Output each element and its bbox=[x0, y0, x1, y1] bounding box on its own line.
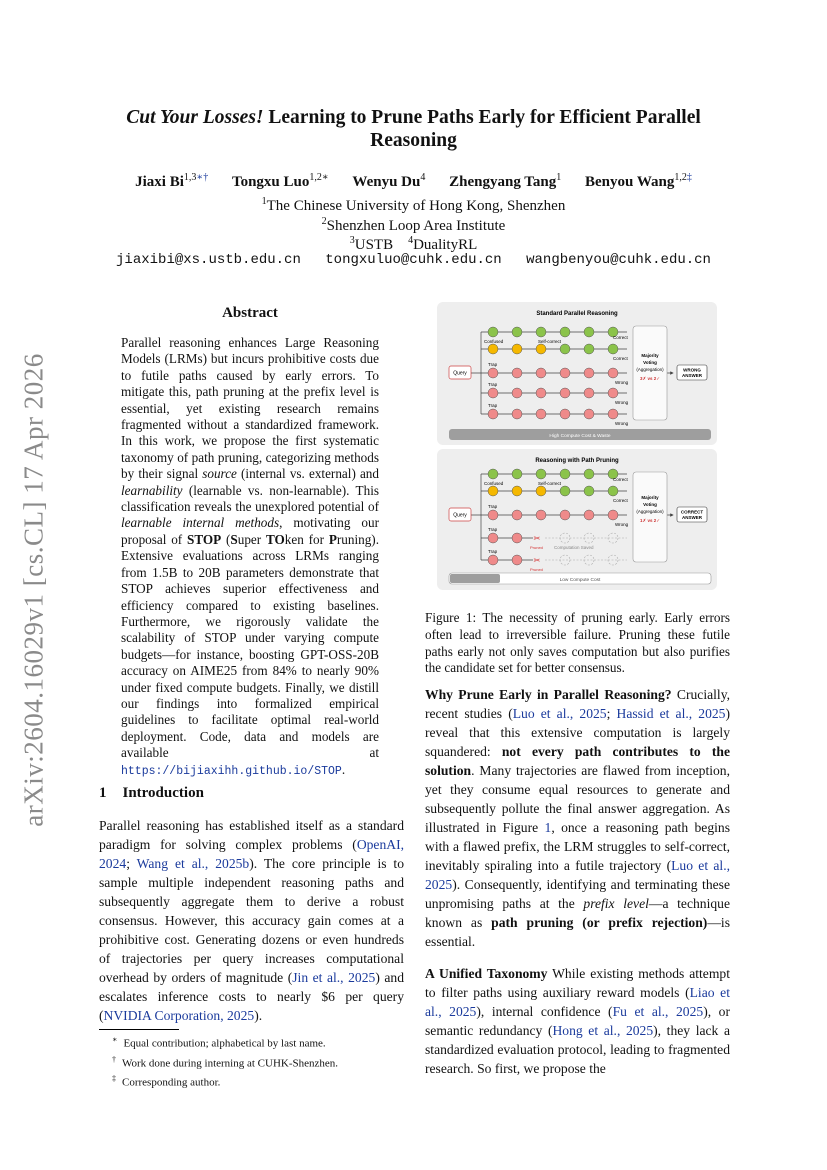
author: Benyou Wang$^{1,2\ddagger}$ bbox=[585, 172, 692, 190]
svg-text:Trap: Trap bbox=[488, 504, 498, 509]
section-heading: 1 Introduction bbox=[99, 785, 204, 801]
svg-text:Trap: Trap bbox=[488, 403, 498, 408]
query-label: Query bbox=[453, 370, 467, 377]
email[interactable]: tongxuluo@cuhk.edu.cn bbox=[325, 252, 502, 268]
svg-text:Confused: Confused bbox=[484, 481, 504, 486]
citation[interactable]: Wang et al., 2025b bbox=[136, 856, 250, 871]
author: Wenyu Du$^4$ bbox=[352, 172, 426, 190]
svg-text:Self-correct: Self-correct bbox=[538, 339, 562, 344]
author: Zhengyang Tang$^1$ bbox=[449, 172, 562, 190]
bottom-panel-title: Reasoning with Path Pruning bbox=[535, 458, 619, 464]
svg-text:Wrong: Wrong bbox=[615, 400, 629, 405]
svg-text:(Aggregation): (Aggregation) bbox=[636, 367, 664, 372]
svg-text:Trap: Trap bbox=[488, 527, 498, 532]
citation[interactable]: OpenAI, 2024 bbox=[99, 837, 404, 871]
paper-title bbox=[100, 106, 727, 152]
svg-text:Correct: Correct bbox=[613, 477, 628, 482]
project-link[interactable]: https://bijiaxihh.github.io/STOP bbox=[121, 764, 342, 778]
abstract-heading: Abstract bbox=[222, 305, 278, 321]
citation[interactable]: Fu et al., 2025 bbox=[612, 1004, 704, 1019]
title-italic: Cut Your Losses! bbox=[126, 107, 264, 128]
footnote-rule bbox=[99, 1029, 179, 1030]
author: Tongxu Luo$^{1,2∗}$ bbox=[231, 172, 329, 190]
footnote: † Work done during interning at CUHK-Shenzhen. bbox=[112, 1054, 339, 1070]
citation[interactable]: Luo et al., 2025 bbox=[512, 706, 607, 721]
citation[interactable]: Jin et al., 2025 bbox=[292, 970, 376, 985]
citation[interactable]: Liao et al., 2025 bbox=[425, 985, 730, 1019]
figure-1 bbox=[437, 302, 717, 590]
footnote: ‡ Corresponding author. bbox=[112, 1074, 221, 1089]
arxiv-id: arXiv:2604.16029v1 [cs.CL] 17 Apr 2026 bbox=[18, 353, 49, 827]
svg-text:Wrong: Wrong bbox=[615, 380, 629, 385]
svg-text:Confused: Confused bbox=[484, 339, 504, 344]
svg-text:Pruned: Pruned bbox=[530, 545, 543, 550]
author: Jiaxi $Bi^{1,3∗\dagger}$ bbox=[135, 172, 209, 190]
svg-text:Correct: Correct bbox=[613, 498, 628, 503]
email-list bbox=[100, 252, 727, 268]
svg-text:Pruned: Pruned bbox=[530, 567, 543, 572]
svg-text:Correct: Correct bbox=[613, 335, 628, 340]
svg-text:3✗ vs 2✓: 3✗ vs 2✓ bbox=[639, 376, 661, 381]
svg-text:Trap: Trap bbox=[488, 382, 498, 387]
svg-text:Majority: Majority bbox=[641, 495, 659, 500]
affiliation-1: $^1$The Chinese University of Hong Kong, Shenzhen bbox=[261, 196, 566, 214]
figure-ref[interactable]: 1 bbox=[544, 820, 552, 835]
author-list bbox=[100, 172, 727, 191]
top-panel-title: Standard Parallel Reasoning bbox=[536, 311, 618, 317]
top-panel bbox=[437, 302, 717, 445]
low-cost-fill bbox=[450, 574, 500, 583]
intro-paragraph: Parallel reasoning has established itself as a standard paradigm for solving complex problems (OpenAI, 2024; Wang et al., 2025b). The core principle is to sample multiple independent reasoning paths and subsequently aggregate them to derive a robust consensus. However, this accuracy gain comes at a prohibitive cost. Generating dozens or even hundreds of trajectories per query increases computational overhead by orders of magnitude (Jin et al., 2025) and escalates inference costs to nearly $6 per query (NVIDIA Corporation, 2025). bbox=[99, 818, 405, 1023]
svg-text:Self-correct: Self-correct bbox=[538, 481, 562, 486]
svg-text:Correct: Correct bbox=[613, 356, 628, 361]
svg-text:Majority: Majority bbox=[641, 353, 659, 358]
svg-text:Voting: Voting bbox=[643, 502, 657, 507]
taxonomy-paragraph: A Unified Taxonomy While existing methods attempt to filter paths using auxiliary reward models (Liao et al., 2025), internal confidence (Fu et al., 2025), or semantic redundancy (Hong et al., 2025), they lack a standardized evaluation protocol, leading to fragmented research. So first, we propose the bbox=[425, 966, 730, 1076]
svg-text:Voting: Voting bbox=[643, 360, 657, 365]
citation[interactable]: Luo et al., 2025 bbox=[425, 858, 730, 892]
affiliation-2: $^2$Shenzhen Loop Area Institute bbox=[321, 216, 506, 234]
svg-text:Wrong: Wrong bbox=[615, 522, 629, 527]
affiliation-3-4: $^3$USTB $^4$DualityRL bbox=[349, 235, 478, 253]
svg-text:Wrong: Wrong bbox=[615, 421, 629, 426]
why-prune-paragraph: Why Prune Early in Parallel Reasoning? Crucially, recent studies (Luo et al., 2025; Hassid et al., 2025) reveal that this extensive computation is largely squandered: not every path contributes to the solution. Many trajectories are flawed from inception, yet they consume equal resources to generate and subsequently pollute the final answer aggregation. As illustrated in Figure 1, once a reasoning path begins with a flawed prefix, the LRM struggles to self-correct, inevitably spiraling into a futile trajectory (Luo et al., 2025). Consequently, identifying and terminating these unpromising paths at the prefix level—a technique known as path pruning (or prefix rejection)—is essential. bbox=[425, 687, 731, 949]
arxiv-stamp bbox=[12, 340, 56, 840]
email[interactable]: wangbenyou@cuhk.edu.cn bbox=[526, 252, 711, 268]
citation[interactable]: Hassid et al., 2025 bbox=[616, 706, 726, 721]
svg-text:Computation Saved: Computation Saved bbox=[554, 545, 594, 550]
title-part-2: Reasoning bbox=[370, 130, 457, 151]
svg-text:Query: Query bbox=[453, 512, 467, 519]
high-cost-label: High Compute Cost & Waste bbox=[549, 434, 611, 439]
footnote: ∗ Equal contribution; alphabetical by last name. bbox=[112, 1035, 326, 1050]
bottom-panel bbox=[437, 449, 717, 590]
svg-text:Trap: Trap bbox=[488, 549, 498, 554]
footnotes bbox=[112, 1032, 338, 1091]
title-part-1: Learning to Prune Paths Early for Efficient Parallel bbox=[263, 107, 701, 128]
svg-text:✂: ✂ bbox=[533, 534, 541, 543]
majority-box-top bbox=[633, 326, 667, 420]
majority-box-bottom bbox=[633, 472, 667, 562]
email[interactable]: jiaxibi@xs.ustb.edu.cn bbox=[116, 252, 301, 268]
citation[interactable]: NVIDIA Corporation, 2025 bbox=[103, 1008, 255, 1023]
svg-text:1✗ vs 2✓: 1✗ vs 2✓ bbox=[639, 518, 661, 523]
svg-text:ANSWER: ANSWER bbox=[682, 515, 702, 520]
abstract-body: Parallel reasoning enhances Large Reasoning Models (LRMs) but incurs prohibitive costs due to futile paths caused by early errors. To mitigate this, path pruning at the prefix level is essential, yet existing research remains fragmented without a standardized framework. In this work, we propose the first systematic taxonomy of path pruning, categorizing methods by their signal source (internal vs. external) and learnability (learnable vs. non-learnable). This classification reveals the unexplored potential of learnable internal methods, motivating our proposal of STOP (Super TOken for Pruning). Extensive evaluations across LRMs ranging from 1.5B to 20B parameters demonstrate that STOP achieves superior effectiveness and efficiency compared to existing baselines. Furthermore, we rigorously validate the scalability of STOP under varying compute budgets—for instance, boosting GPT-OSS-20B accuracy on AIME25 from 84% to nearly 90% under fixed compute budgets. Finally, we distill our findings into formalized empirical guidelines to facilitate optimal real-world deployment. Code, data and models are available at https://bijiaxihh.github.io/STOP. bbox=[121, 335, 379, 778]
svg-text:ANSWER: ANSWER bbox=[682, 373, 702, 378]
low-cost-label: Low Compute Cost bbox=[559, 578, 601, 583]
svg-text:(Aggregation): (Aggregation) bbox=[636, 509, 664, 514]
svg-text:✂: ✂ bbox=[533, 556, 541, 565]
citation[interactable]: Hong et al., 2025 bbox=[552, 1023, 654, 1038]
svg-text:Trap: Trap bbox=[488, 362, 498, 367]
figure-caption: Figure 1: The necessity of pruning early. Early errors often lead to irreversible failure. Pruning these futile paths early not only saves computation but also purifies the candidate set for better consensus. bbox=[425, 610, 730, 676]
wrong-answer-label: WRONG bbox=[683, 367, 701, 373]
correct-answer-label: CORRECT bbox=[680, 509, 704, 515]
